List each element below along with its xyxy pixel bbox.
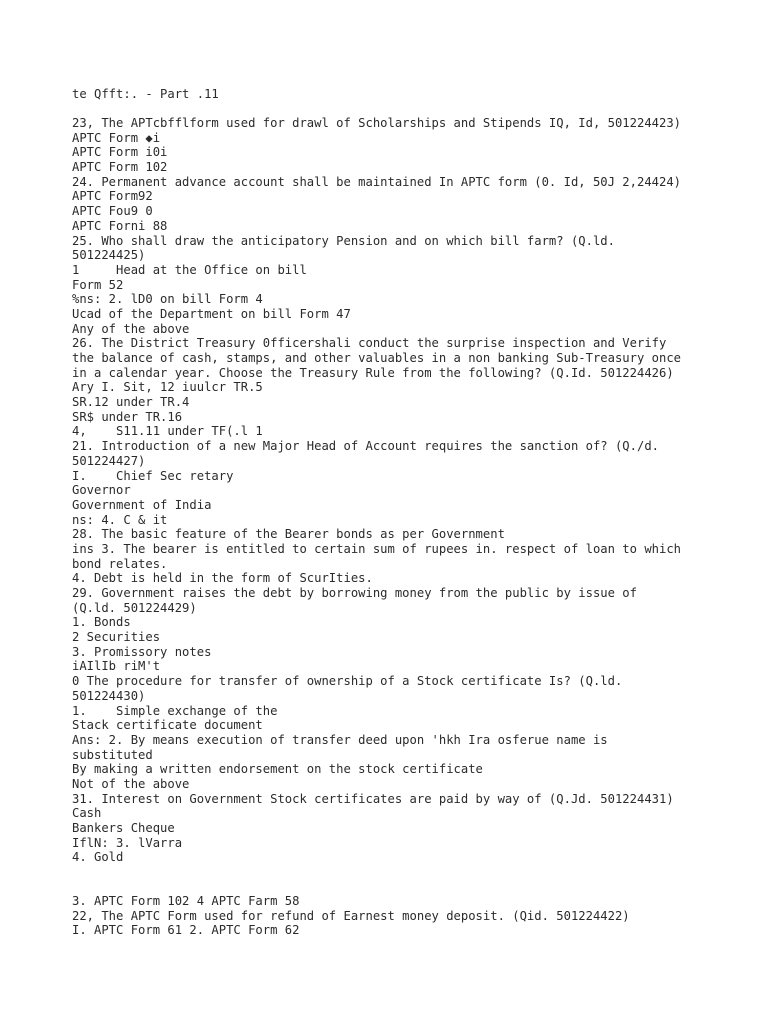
text-line: 28. The basic feature of the Bearer bonds as per Government — [72, 527, 505, 542]
text-line: ns: 4. C & it — [72, 512, 168, 527]
text-line: 1 Head at the Office on bill — [72, 262, 307, 277]
text-line: te Qfft:. - Part .11 — [72, 87, 219, 101]
text-line: APTC Form i0i — [72, 145, 168, 160]
text-line: Any of the above — [72, 321, 190, 336]
text-line: APTC Forni 88 — [72, 218, 168, 233]
text-line: 25. Who shall draw the anticipatory Pension and on which bill farm? (Q.ld. — [72, 233, 615, 248]
text-line: APTC Fou9 0 — [72, 204, 153, 219]
text-line: the balance of cash, stamps, and other valuables in a non banking Sub-Treasury once — [72, 351, 682, 365]
footer-text — [72, 894, 712, 938]
main-text — [72, 116, 712, 865]
text-line: SR$ under TR.16 — [72, 409, 183, 424]
text-line: 1. Simple exchange of the — [72, 703, 278, 718]
text-line: Ucad of the Department on bill Form 47 — [72, 306, 351, 321]
text-line: I. APTC Form 61 2. APTC Form 62 — [72, 923, 300, 938]
text-line: Not of the above — [72, 776, 190, 791]
text-line: 31. Interest on Government Stock certificates are paid by way of (Q.Jd. 501224431) — [72, 791, 674, 806]
text-line: 21. Introduction of a new Major Head of Account requires the sanction of? (Q./d. — [72, 439, 659, 454]
text-line: 23, The APTcbfflform used for drawl of Scholarships and Stipends IQ, Id, 501224423) — [72, 116, 682, 130]
text-line: substituted — [72, 747, 153, 762]
text-line: Cash — [72, 806, 102, 821]
text-line: iAIlIb riM't — [72, 659, 161, 674]
text-line: ins 3. The bearer is entitled to certain sum of rupees in. respect of loan to which — [72, 541, 682, 556]
text-line: 501224430) — [72, 688, 146, 703]
text-line: 22, The APTC Form used for refund of Earnest money deposit. (Qid. 501224422) — [72, 908, 630, 923]
header-text — [72, 87, 712, 102]
text-line: APTC Form92 — [72, 189, 153, 204]
text-line: APTC Form ◆i — [72, 130, 161, 145]
text-line: bond relates. — [72, 556, 168, 571]
text-line: 2 Securities — [72, 630, 161, 645]
text-line: 4, S11.11 under TF(.l 1 — [72, 424, 263, 439]
text-line: 501224425) — [72, 248, 146, 263]
text-line: Governor — [72, 483, 131, 498]
text-line: 4. Debt is held in the form of ScurIties. — [72, 571, 373, 586]
text-line: Ans: 2. By means execution of transfer deed upon 'hkh Ira osferue name is — [72, 732, 608, 747]
text-line: 24. Permanent advance account shall be maintained In APTC form (0. Id, 50J 2,24424) — [72, 174, 682, 189]
text-line: Bankers Cheque — [72, 821, 175, 835]
text-line: 1. Bonds — [72, 615, 131, 630]
text-line: I. Chief Sec retary — [72, 468, 234, 483]
text-line: IflN: 3. lVarra — [72, 835, 183, 850]
text-line: By making a written endorsement on the stock certificate — [72, 762, 483, 777]
text-line: 26. The District Treasury 0fficershali conduct the surprise inspection and Verify — [72, 336, 667, 351]
text-line: APTC Form 102 — [72, 160, 168, 175]
text-line: 3. APTC Form 102 4 APTC Farm 58 — [72, 894, 300, 908]
text-line: 501224427) — [72, 453, 146, 468]
text-line: SR.12 under TR.4 — [72, 395, 190, 410]
text-line: in a calendar year. Choose the Treasury Rule from the following? (Q.Id. 501224426) — [72, 365, 674, 380]
text-line: (Q.ld. 501224429) — [72, 600, 197, 615]
text-line: 29. Government raises the debt by borrowing money from the public by issue of — [72, 586, 637, 600]
text-line: 4. Gold — [72, 850, 124, 865]
text-line: Stack certificate document — [72, 718, 263, 733]
text-line: Ary I. Sit, 12 iuulcr TR.5 — [72, 380, 263, 395]
text-line: 3. Promissory notes — [72, 644, 212, 659]
text-line: 0 The procedure for transfer of ownership of a Stock certificate Is? (Q.ld. — [72, 674, 623, 689]
text-line: Government of India — [72, 497, 212, 512]
text-line: Form 52 — [72, 277, 124, 292]
text-line: %ns: 2. lD0 on bill Form 4 — [72, 292, 263, 307]
